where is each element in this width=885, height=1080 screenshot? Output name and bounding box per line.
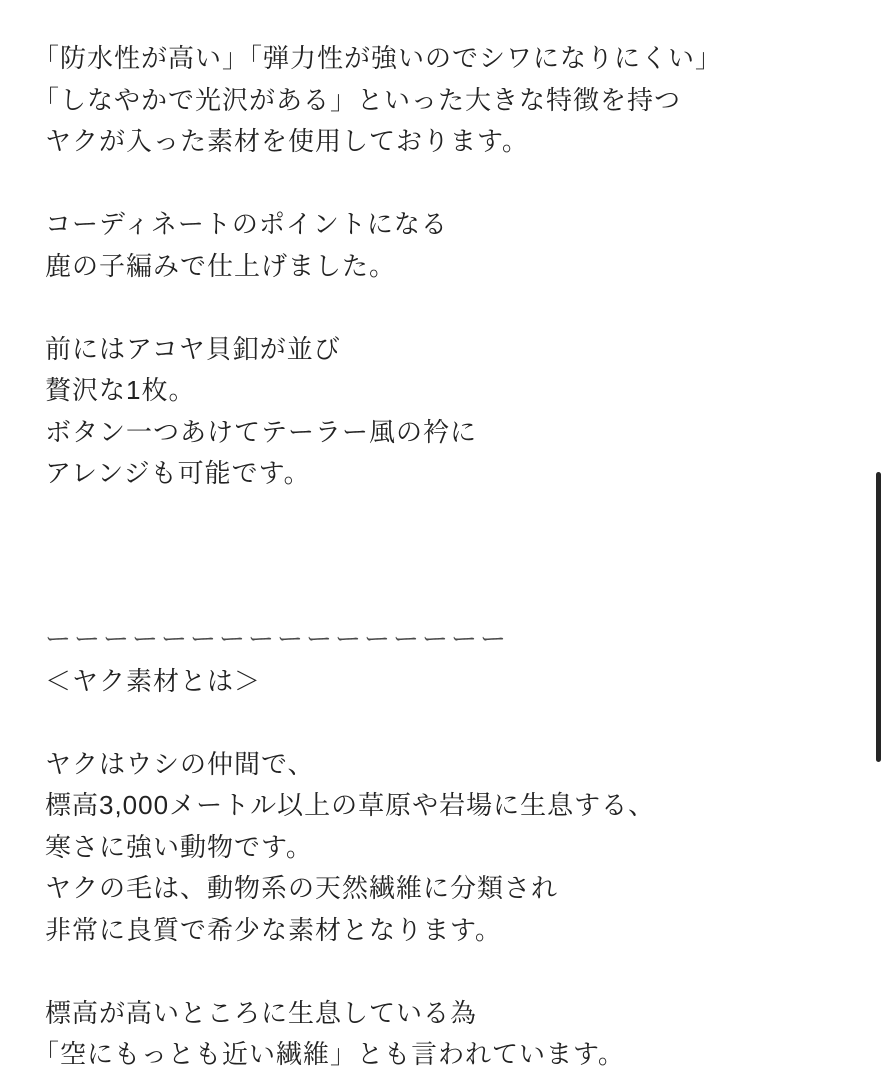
- text-line: 贅沢な1枚。: [45, 375, 196, 405]
- paragraph-buttons: [45, 329, 855, 495]
- text-line: ボタン一つあけてテーラー風の衿に: [45, 416, 478, 447]
- text-line: 「しなやかで光沢がある」といった大きな特徴を持つ: [33, 84, 682, 115]
- text-line: 標高が高いところに生息している為: [45, 997, 478, 1028]
- text-line: 非常に良質で希少な素材となります。: [45, 914, 502, 945]
- text-line: 「防水性が高い」「弾力性が強いのでシワになりにくい」: [33, 43, 723, 73]
- paragraph-closing: [33, 993, 855, 1076]
- text-line: 標高3,000メートル以上の草原や岩場に生息する、: [45, 790, 656, 820]
- text-line: 寒さに強い動物です。: [45, 831, 313, 862]
- text-line: ヤクが入った素材を使用しております。: [45, 126, 529, 156]
- paragraph-about-yak: [45, 744, 855, 952]
- paragraph-knit: [45, 204, 855, 287]
- text-line: コーディネートのポイントになる: [45, 209, 448, 239]
- text-line: ヤクはウシの仲間で、: [45, 748, 315, 779]
- text-line: アレンジも可能です。: [45, 458, 311, 488]
- paragraph-material-features: [33, 38, 855, 163]
- divider-dashes: ーーーーーーーーーーーーーーーー: [45, 624, 510, 654]
- product-description-text: [33, 38, 855, 1076]
- section-heading: ＜ヤク素材とは＞: [45, 665, 262, 696]
- text-line: 鹿の子編みで仕上げました。: [45, 250, 397, 281]
- scrollbar-thumb[interactable]: [876, 472, 881, 762]
- paragraph-section-heading: [45, 619, 855, 702]
- text-line: 「空にもっとも近い繊維」とも言われています。: [33, 1039, 625, 1069]
- text-line: 前にはアコヤ貝釦が並び: [45, 333, 341, 364]
- text-line: ヤクの毛は、動物系の天然繊維に分類され: [45, 873, 559, 903]
